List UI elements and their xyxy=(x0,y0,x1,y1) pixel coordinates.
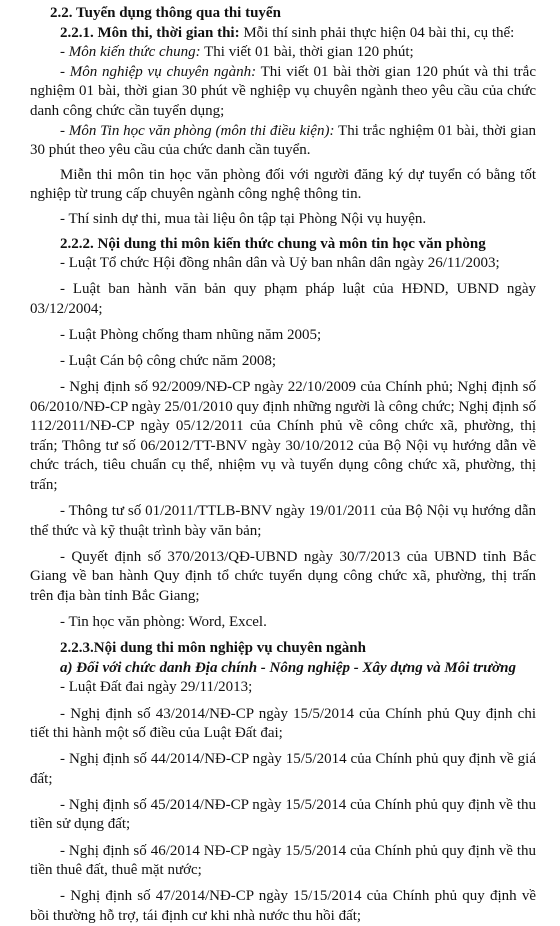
section-2-2-title: 2.2. Tuyển dụng thông qua thi tuyển xyxy=(50,5,281,21)
list-item: - Luật ban hành văn bản quy phạm pháp luật của HĐND, UBND ngày 03/12/2004; xyxy=(30,281,536,317)
knowledge-subject-text: Thi viết 01 bài, thời gian 120 phút; xyxy=(200,44,414,61)
it-subject-text: Thi trắc nghiệm 01 bài, thời gian 30 phút theo yêu cầu của chức danh cần tuyển. xyxy=(30,122,537,159)
list-item: - Quyết định số 370/2013/QĐ-UBND ngày 30/7/2013 của UBND tỉnh Bắc Giang về ban hành Quy định tổ chức tuyển dụng công chức xã, phường, thị trấn trên địa bàn tỉnh Bắc Giang; xyxy=(30,548,536,605)
exam-subjects-lead: 2.2.1. Môn thi, thời gian thi: xyxy=(60,24,240,41)
list-item: - Tin học văn phòng: Word, Excel. xyxy=(60,614,267,631)
it-exemption-paragraph: Miễn thi môn tin học văn phòng đối với người đăng ký dự tuyển có bằng tốt nghiệp từ trung cấp chuyên ngành công nghệ thông tin. xyxy=(30,166,536,203)
list-item: - Nghị định số 47/2014/NĐ-CP ngày 15/15/2014 của Chính phủ quy định về bồi thường hỗ trợ, tái định cư khi nhà nước thu hồi đất; xyxy=(30,888,536,924)
section-2-2-3-subtitle: a) Đối với chức danh Địa chính - Nông nghiệp - Xây dựng và Môi trường xyxy=(60,659,517,676)
it-subject-lead: - Môn Tin học văn phòng (môn thi điều kiện): xyxy=(60,122,335,139)
it-subject xyxy=(30,122,536,161)
list-item: - Nghị định số 44/2014/NĐ-CP ngày 15/5/2014 của Chính phủ quy định về giá đất; xyxy=(30,751,536,787)
list-item: - Luật Đất đai ngày 29/11/2013; xyxy=(60,679,253,696)
section-2-2-3-title: 2.2.3.Nội dung thi môn nghiệp vụ chuyên ngành xyxy=(60,640,366,657)
knowledge-subject-lead: - Môn kiến thức chung: xyxy=(60,44,201,61)
exam-subjects-paragraph xyxy=(30,24,536,44)
section-2-2-2-title: 2.2.2. Nội dung thi môn kiến thức chung và môn tin học văn phòng xyxy=(60,235,486,252)
knowledge-subject xyxy=(30,43,536,63)
specialized-subject-text: Thi viết 01 bài thời gian 120 phút và thi trắc nghiệm 01 bài, thời gian 30 phút về nghiệp vụ chuyên ngành theo yêu cầu của chức danh công chức cần tuyển dụng; xyxy=(30,63,536,119)
exam-subjects-text: Mỗi thí sinh phải thực hiện 04 bài thi, cụ thể: xyxy=(239,24,515,41)
list-item: - Luật Phòng chống tham nhũng năm 2005; xyxy=(60,326,322,343)
list-item: - Luật Cán bộ công chức năm 2008; xyxy=(60,353,276,369)
specialized-subject-lead: - Môn nghiệp vụ chuyên ngành: xyxy=(60,63,257,80)
list-item: - Thông tư số 01/2011/TTLB-BNV ngày 19/01/2011 của Bộ Nội vụ hướng dẫn thể thức và kỹ thuật trình bày văn bản; xyxy=(30,503,536,539)
list-item: - Nghị định số 92/2009/NĐ-CP ngày 22/10/2009 của Chính phủ; Nghị định số 06/2010/NĐ-CP ngày 25/01/2010 quy định những người là công chức; Nghị định số 112/2011/NĐ-CP ngày 05/12/2011 của Chính phủ về công chức xã, phường, thị trấn; Thông tư số 06/2012/TT-BNV ngày 30/10/2012 của Bộ Nội vụ hướng dẫn về chức trách, tiêu chuẩn cụ thể, nhiệm vụ và tuyển dụng công chức xã, phường, thị trấn; xyxy=(30,379,536,494)
materials-paragraph: - Thí sinh dự thi, mua tài liệu ôn tập tại Phòng Nội vụ huyện. xyxy=(60,210,427,227)
list-item: - Luật Tổ chức Hội đồng nhân dân và Uỷ ban nhân dân ngày 26/11/2003; xyxy=(60,255,500,272)
list-item: - Nghị định số 43/2014/NĐ-CP ngày 15/5/2014 của Chính phủ Quy định chi tiết thi hành một số điều của Luật Đất đai; xyxy=(30,705,536,742)
specialized-subject xyxy=(30,63,536,122)
list-item: - Nghị định số 46/2014 NĐ-CP ngày 15/5/2014 của Chính phủ quy định về thu tiền thuê đất, thuê mặt nước; xyxy=(30,842,536,879)
list-item: - Nghị định số 45/2014/NĐ-CP ngày 15/5/2014 của Chính phủ quy định về thu tiền sử dụng đất; xyxy=(30,796,536,833)
